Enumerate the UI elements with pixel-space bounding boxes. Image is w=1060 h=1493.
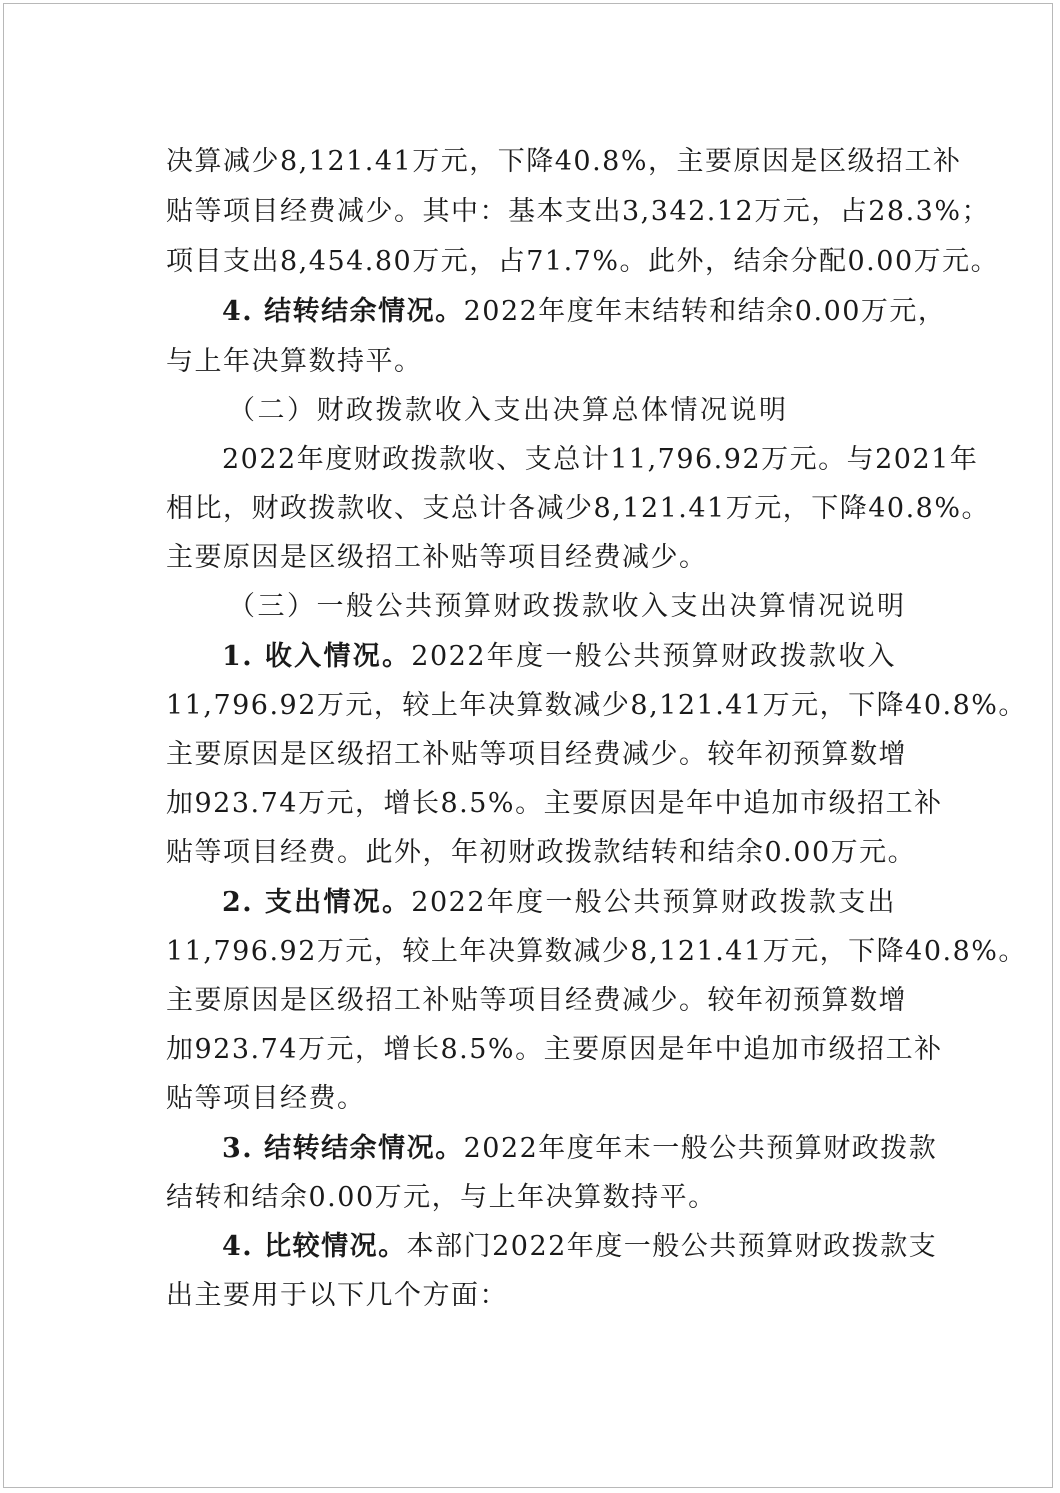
paragraph-line	[222, 1124, 938, 1173]
body-text: 2022年度年末结转和结余0.00万元，	[463, 296, 947, 327]
paragraph-line	[222, 878, 896, 927]
body-line: 加923.74万元，增长8.5%。主要原因是年中追加市级招工补	[166, 788, 943, 819]
paragraph-line	[222, 287, 947, 336]
body-line: 11,796.92万元，较上年决算数减少8,121.41万元，下降40.8%。	[166, 690, 1027, 721]
body-text: 2022年度一般公共预算财政拨款支出	[411, 887, 896, 918]
body-line: 结转和结余0.00万元，与上年决算数持平。	[166, 1182, 717, 1213]
body-line: 贴等项目经费。	[166, 1083, 366, 1114]
body-line: 相比，财政拨款收、支总计各减少8,121.41万元，下降40.8%。	[166, 493, 991, 524]
paragraph-line	[222, 1222, 938, 1271]
subsection-title: （三）一般公共预算财政拨款收入支出决算情况说明	[228, 591, 907, 622]
body-line: 11,796.92万元，较上年决算数减少8,121.41万元，下降40.8%。	[166, 936, 1027, 967]
section-heading: 4. 结转结余情况。	[222, 296, 464, 327]
paragraph-line: 2022年度财政拨款收、支总计11,796.92万元。与2021年	[222, 444, 979, 475]
body-line: 与上年决算数持平。	[166, 346, 423, 377]
body-text: 2022年度年末一般公共预算财政拨款	[463, 1133, 938, 1164]
body-text: 本部门2022年度一般公共预算财政拨款支	[406, 1231, 938, 1262]
body-line: 贴等项目经费减少。其中：基本支出3,342.12万元，占28.3%；	[166, 196, 991, 227]
body-line: 出主要用于以下几个方面：	[166, 1280, 508, 1311]
section-heading: 2. 支出情况。	[222, 887, 412, 918]
section-heading: 3. 结转结余情况。	[222, 1133, 464, 1164]
section-heading: 4. 比较情况。	[222, 1231, 407, 1262]
body-line: 贴等项目经费。此外，年初财政拨款结转和结余0.00万元。	[166, 837, 917, 868]
paragraph-line	[222, 632, 896, 681]
body-line: 项目支出8,454.80万元，占71.7%。此外，结余分配0.00万元。	[166, 246, 1000, 277]
subsection-title: （二）财政拨款收入支出决算总体情况说明	[228, 395, 789, 426]
body-line: 决算减少8,121.41万元，下降40.8%，主要原因是区级招工补	[166, 146, 962, 177]
body-text: 2022年度一般公共预算财政拨款收入	[411, 641, 896, 672]
body-line: 加923.74万元，增长8.5%。主要原因是年中追加市级招工补	[166, 1034, 943, 1065]
section-heading: 1. 收入情况。	[222, 641, 412, 672]
body-line: 主要原因是区级招工补贴等项目经费减少。	[166, 542, 708, 573]
body-line: 主要原因是区级招工补贴等项目经费减少。较年初预算数增	[166, 985, 907, 1016]
body-line: 主要原因是区级招工补贴等项目经费减少。较年初预算数增	[166, 739, 907, 770]
